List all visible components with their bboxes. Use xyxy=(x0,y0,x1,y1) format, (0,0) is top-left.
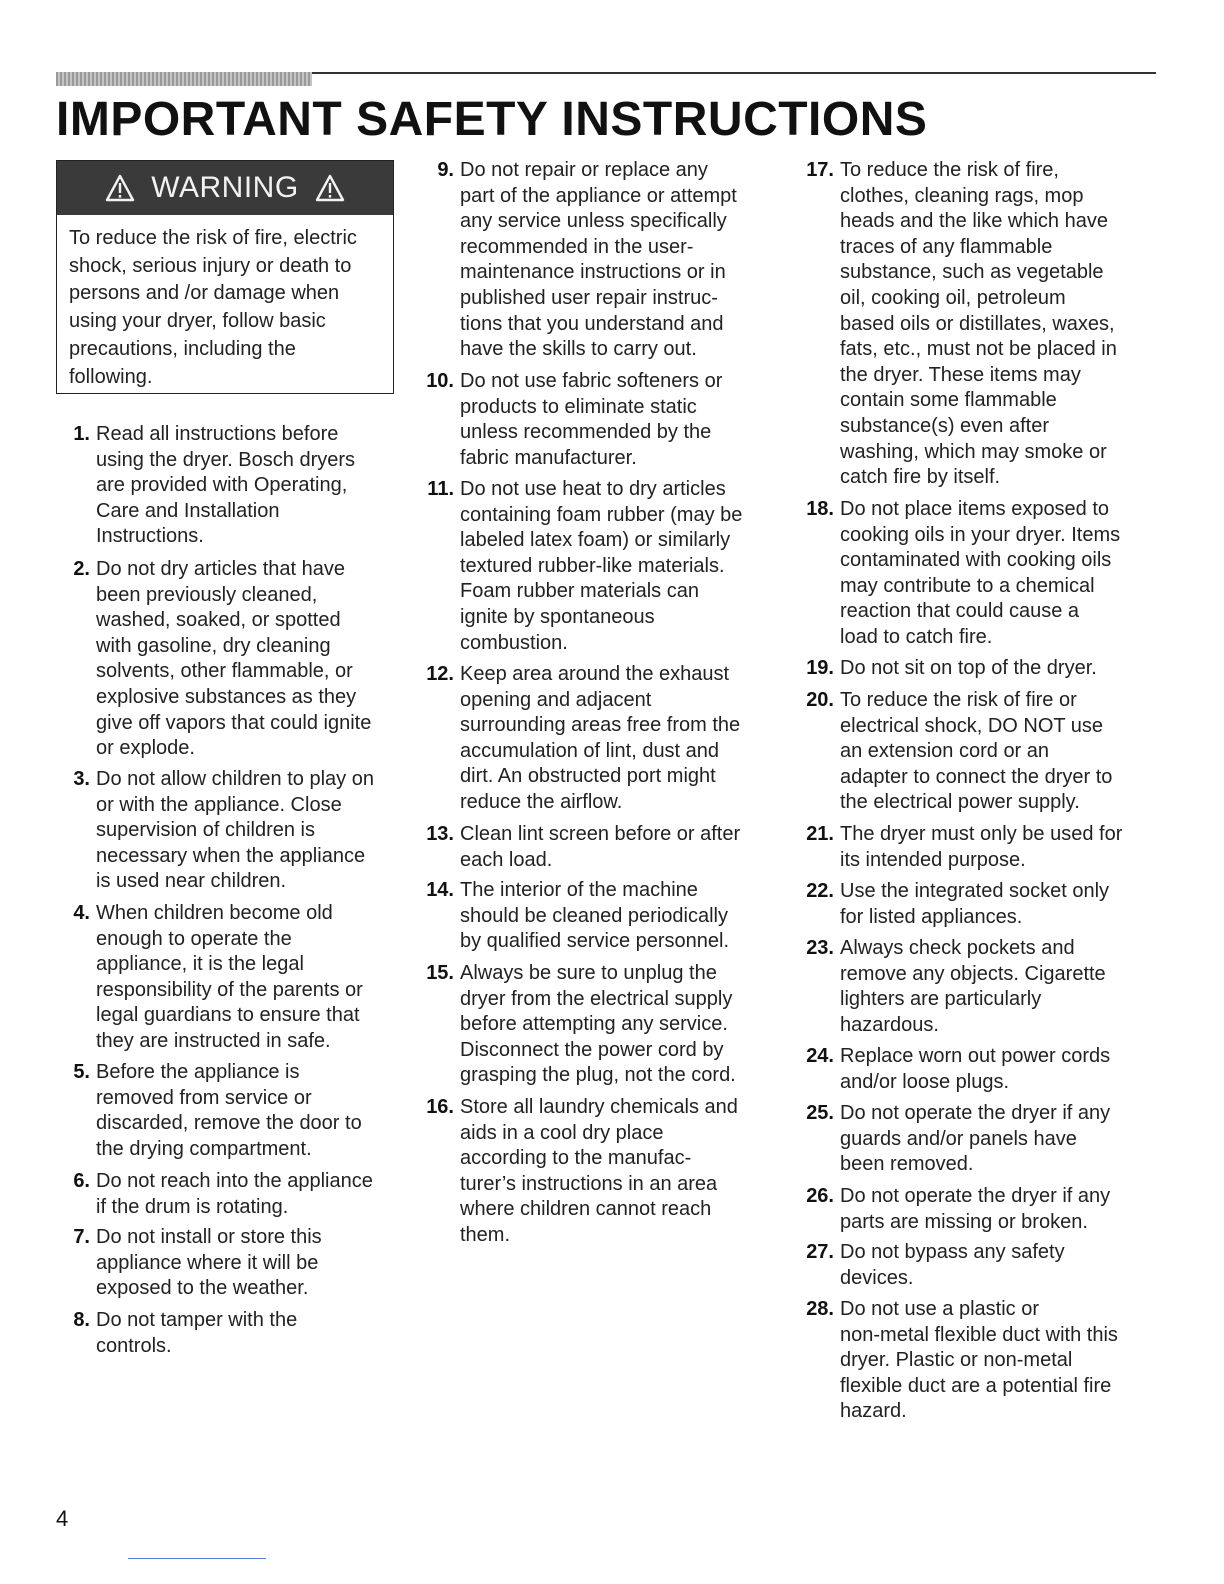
item-number: 23. xyxy=(806,937,834,959)
item-text: Do not dry articles that have been previously cleaned, washed, soaked, or spotted with gasoline, dry cleaning solvents, other flammable, or explosive substances as they give off vapors that could ignite or explode. xyxy=(96,558,372,760)
item-text: Keep area around the exhaust opening and adjacent surrounding areas free from the accumulation of lint, dust and dirt. An obstructed port might reduce the airflow. xyxy=(460,663,741,813)
item-number: 14. xyxy=(426,879,454,901)
item-number: 11. xyxy=(427,478,454,500)
item-number: 24. xyxy=(806,1045,834,1067)
item-text: The dryer must only be used for its intended purpose. xyxy=(840,823,1123,871)
item-text: Always be sure to unplug the dryer from the electrical supply before attempting any service. Disconnect the power cord by grasping the plug, not the cord. xyxy=(460,962,736,1087)
item-text: Store all laundry chemicals and aids in a cool dry place according to the manufac- turer’s instructions in an area where children cannot reach them. xyxy=(460,1096,738,1246)
bottom-rule xyxy=(128,1558,266,1559)
item-number: 9. xyxy=(437,159,454,181)
warning-header xyxy=(57,161,393,215)
item-number: 27. xyxy=(806,1241,834,1263)
item-text: Do not reach into the appliance if the drum is rotating. xyxy=(96,1170,373,1218)
header-bar xyxy=(56,72,312,86)
warning-box xyxy=(56,160,394,394)
item-number: 26. xyxy=(806,1185,834,1207)
item-number: 17. xyxy=(806,159,834,181)
item-text: Always check pockets and remove any objects. Cigarette lighters are particularly hazardous. xyxy=(840,937,1106,1036)
item-text: Do not use heat to dry articles containing foam rubber (may be labeled latex foam) or similarly textured rubber-like materials. Foam rubber materials can ignite by spontaneous combustion. xyxy=(460,478,743,654)
item-number: 20. xyxy=(806,689,834,711)
warning-label: WARNING xyxy=(151,171,299,204)
item-number: 8. xyxy=(73,1309,90,1331)
item-number: 22. xyxy=(806,880,834,902)
item-number: 15. xyxy=(426,962,454,984)
item-text: Do not operate the dryer if any guards and/or panels have been removed. xyxy=(840,1102,1111,1176)
item-text: To reduce the risk of fire or electrical shock, DO NOT use an extension cord or an adapter to connect the dryer to the electrical power supply. xyxy=(840,689,1113,814)
item-number: 13. xyxy=(426,823,454,845)
item-text: Do not use fabric softeners or products to eliminate static unless recommended by the fabric manufacturer. xyxy=(460,370,723,469)
page-title: IMPORTANT SAFETY INSTRUCTIONS xyxy=(56,93,928,146)
item-text: Do not use a plastic or non-metal flexible duct with this dryer. Plastic or non-metal flexible duct are a potential fire hazard. xyxy=(840,1298,1118,1423)
item-number: 3. xyxy=(73,768,90,790)
item-number: 16. xyxy=(426,1096,454,1118)
item-text: Do not tamper with the controls. xyxy=(96,1309,298,1357)
item-number: 12. xyxy=(426,663,454,685)
item-text: To reduce the risk of fire, clothes, cleaning rags, mop heads and the like which have traces of any flammable substance, such as vegetable oil, cooking oil, petroleum based oils or distillates, waxes, fats, etc., must not be placed in the dryer. These items may contain some flammable substance(s) even after washing, which may smoke or catch fire by itself. xyxy=(840,159,1117,489)
item-number: 21. xyxy=(806,823,834,845)
item-number: 4. xyxy=(73,902,90,924)
item-text: Do not allow children to play on or with the appliance. Close supervision of children is necessary when the appliance is used near children. xyxy=(96,768,374,893)
item-number: 7. xyxy=(73,1226,90,1248)
item-text: Do not install or store this appliance where it will be exposed to the weather. xyxy=(96,1226,322,1300)
item-number: 2. xyxy=(73,558,90,580)
item-text: Use the integrated socket only for listed appliances. xyxy=(840,880,1110,928)
item-number: 25. xyxy=(806,1102,834,1124)
warning-triangle-icon xyxy=(315,174,345,202)
item-text: Do not sit on top of the dryer. xyxy=(840,657,1097,679)
item-number: 1. xyxy=(73,423,90,445)
warning-triangle-icon xyxy=(105,174,135,202)
item-number: 18. xyxy=(806,498,834,520)
item-number: 19. xyxy=(806,657,834,679)
item-text: Do not repair or replace any part of the appliance or attempt any service unless specifically recommended in the user- maintenance instructions or in published user repair instruc- tions that you understand and have the skills to carry out. xyxy=(460,159,737,361)
item-text: Do not place items exposed to cooking oils in your dryer. Items contaminated with cooking oils may contribute to a chemical reaction that could cause a load to catch fire. xyxy=(840,498,1121,648)
item-number: 6. xyxy=(73,1170,90,1192)
page-number: 4 xyxy=(56,1506,69,1531)
item-text: Read all instructions before using the dryer. Bosch dryers are provided with Operating, Care and Installation Instructions. xyxy=(96,423,356,548)
item-number: 10. xyxy=(426,370,454,392)
item-text: The interior of the machine should be cleaned periodically by qualified service personnel. xyxy=(460,879,730,953)
item-text: Do not operate the dryer if any parts are missing or broken. xyxy=(840,1185,1111,1233)
item-text: Do not bypass any safety devices. xyxy=(840,1241,1065,1289)
item-number: 28. xyxy=(806,1298,834,1320)
item-text: Clean lint screen before or after each load. xyxy=(460,823,741,871)
item-text: Replace worn out power cords and/or loose plugs. xyxy=(840,1045,1111,1093)
item-text: Before the appliance is removed from service or discarded, remove the door to the drying compartment. xyxy=(96,1061,362,1160)
warning-text: To reduce the risk of fire, electric shock, serious injury or death to persons and /or damage when using your dryer, follow basic precautions, including the following. xyxy=(69,227,357,388)
item-number: 5. xyxy=(73,1061,90,1083)
item-text: When children become old enough to operate the appliance, it is the legal responsibility of the parents or legal guardians to ensure that they are instructed in safe. xyxy=(96,902,363,1052)
